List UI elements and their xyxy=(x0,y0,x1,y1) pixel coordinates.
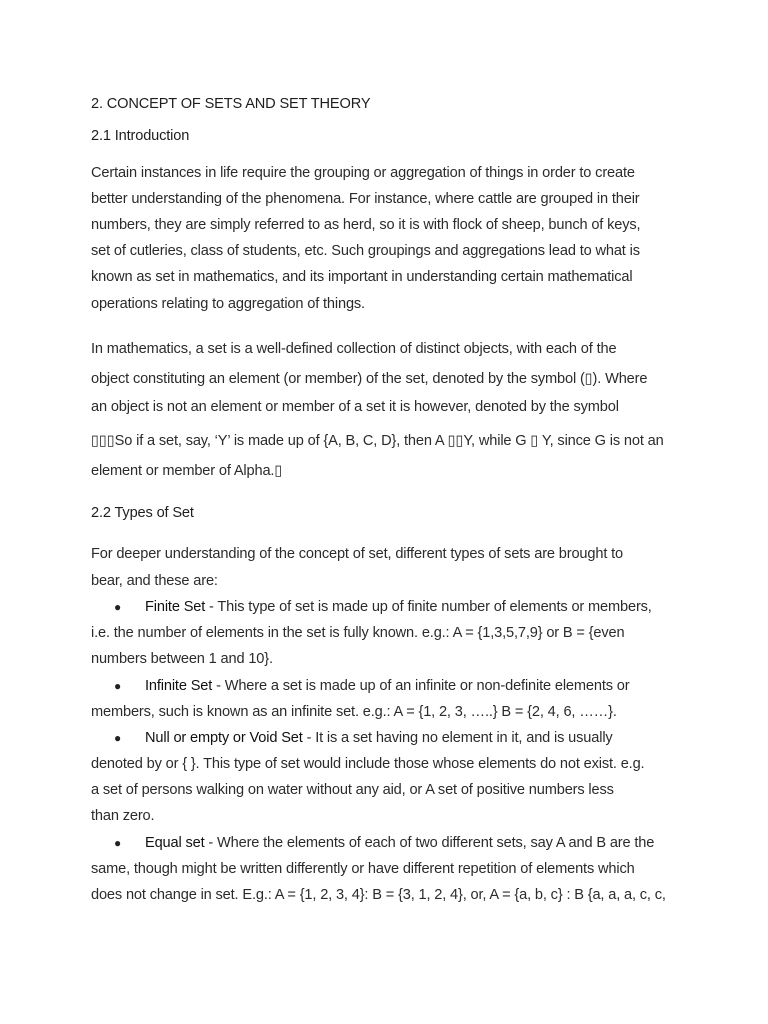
section-heading-types-of-set: 2.2 Types of Set xyxy=(91,505,194,521)
paragraph-line: operations relating to aggregation of things. xyxy=(91,296,365,312)
list-item-infinite-set xyxy=(145,677,629,695)
definition-text: - This type of set is made up of finite number of elements or members, xyxy=(205,599,652,615)
paragraph-line: set of cutleries, class of students, etc. Such groupings and aggregations lead to what is xyxy=(91,243,640,259)
paragraph-line: same, though might be written differently or have different repetition of elements which xyxy=(91,861,635,877)
paragraph-line: better understanding of the phenomena. For instance, where cattle are grouped in their xyxy=(91,191,640,207)
definition-text: - Where a set is made up of an infinite or non-definite elements or xyxy=(212,678,630,694)
paragraph-line: numbers between 1 and 10}. xyxy=(91,651,273,667)
term-finite-set: Finite Set xyxy=(145,599,206,615)
document-title: 2. CONCEPT OF SETS AND SET THEORY xyxy=(91,96,371,112)
bullet-icon: ● xyxy=(114,731,122,745)
list-item-finite-set xyxy=(145,598,652,616)
term-infinite-set: Infinite Set xyxy=(145,678,213,694)
paragraph-line: i.e. the number of elements in the set is fully known. e.g.: A = {1,3,5,7,9} or B = {even xyxy=(91,625,625,641)
term-equal-set: Equal set xyxy=(145,835,205,851)
definition-text: - Where the elements of each of two different sets, say A and B are the xyxy=(204,835,655,851)
paragraph-line: an object is not an element or member of a set it is however, denoted by the symbol xyxy=(91,399,619,415)
section-heading-introduction: 2.1 Introduction xyxy=(91,128,190,144)
bullet-icon: ● xyxy=(114,600,122,614)
bullet-icon: ● xyxy=(114,836,122,850)
paragraph-line: than zero. xyxy=(91,808,155,824)
paragraph-line: element or member of Alpha.▯ xyxy=(91,463,283,479)
term-null-set: Null or empty or Void Set xyxy=(145,730,303,746)
bullet-icon: ● xyxy=(114,679,122,693)
paragraph-line: Certain instances in life require the grouping or aggregation of things in order to create xyxy=(91,165,635,181)
paragraph-line: numbers, they are simply referred to as herd, so it is with flock of sheep, bunch of keys, xyxy=(91,217,641,233)
definition-text: - It is a set having no element in it, and is usually xyxy=(302,730,613,746)
paragraph-line: members, such is known as an infinite set. e.g.: A = {1, 2, 3, …..} B = {2, 4, 6, ……}. xyxy=(91,704,617,720)
paragraph-line: denoted by or { }. This type of set would include those whose elements do not exist. e.g. xyxy=(91,756,645,772)
paragraph-line: bear, and these are: xyxy=(91,573,218,589)
paragraph-line: ▯▯▯So if a set, say, ‘Y’ is made up of {A, B, C, D}, then A ▯▯Y, while G ▯ Y, since G is not an xyxy=(91,433,664,449)
paragraph-line: For deeper understanding of the concept of set, different types of sets are brought to xyxy=(91,546,624,562)
paragraph-line: In mathematics, a set is a well-defined collection of distinct objects, with each of the xyxy=(91,341,617,357)
list-item-equal-set xyxy=(145,834,654,852)
paragraph-line: known as set in mathematics, and its important in understanding certain mathematical xyxy=(91,269,633,285)
paragraph-line: does not change in set. E.g.: A = {1, 2, 3, 4}: B = {3, 1, 2, 4}, or, A = {a, b, c} : B {a, a, a, c, c, xyxy=(91,887,666,903)
list-item-null-set xyxy=(145,729,613,747)
paragraph-line: object constituting an element (or member) of the set, denoted by the symbol (▯). Where xyxy=(91,371,648,387)
paragraph-line: a set of persons walking on water without any aid, or A set of positive numbers less xyxy=(91,782,614,798)
